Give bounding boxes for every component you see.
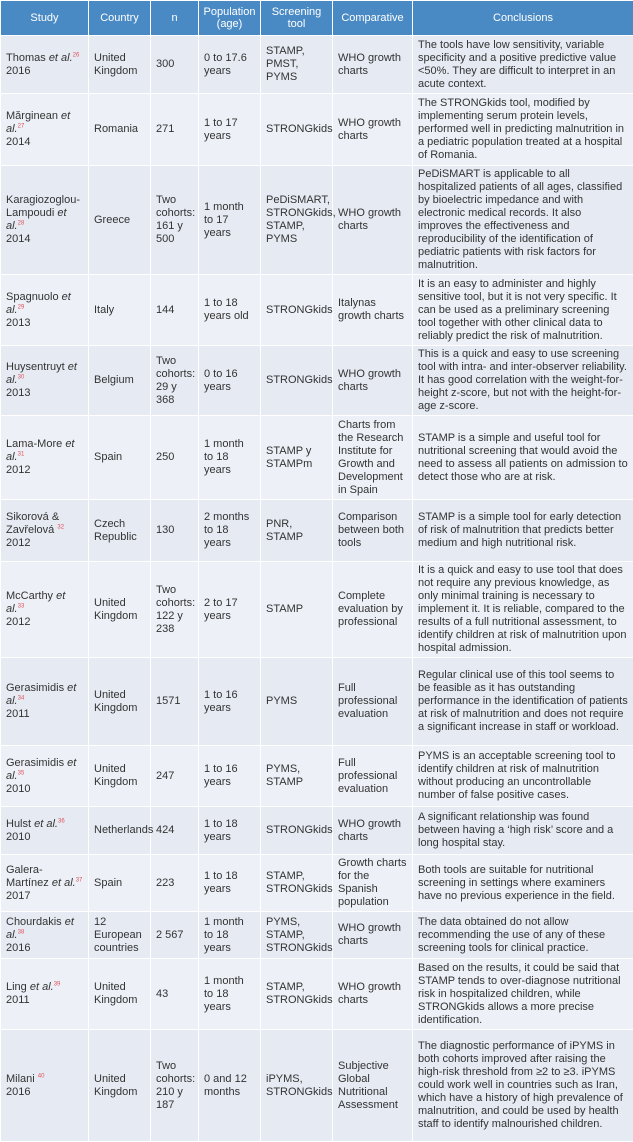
country-cell: Spain <box>89 855 151 912</box>
population-cell: 1 to 18 years <box>199 855 261 912</box>
comparative-cell: WHO growth charts <box>333 346 413 416</box>
country-cell: United Kingdom <box>89 746 151 807</box>
table-row <box>1 416 633 500</box>
n-cell: 300 <box>151 36 199 94</box>
country-cell: United Kingdom <box>89 658 151 746</box>
study-etal: et al. <box>6 682 76 707</box>
study-year: 2013 <box>6 387 30 399</box>
population-cell: 1 month to 18 years <box>199 912 261 959</box>
study-etal: et al. <box>49 52 73 64</box>
comparative-cell: WHO growth charts <box>333 166 413 275</box>
conclusions-cell: Both tools are suitable for nutritional screening in settings where examiners have no previous experience in the field. <box>413 855 633 912</box>
conclusions-cell: The tools have low sensitivity, variable specificity and a positive predictive value <50%. They are difficult to interpret in an acute context. <box>413 36 633 94</box>
study-cell <box>1 912 89 959</box>
conclusions-cell: The data obtained do not allow recommending the use of any of these screening tools for clinical practice. <box>413 912 633 959</box>
study-cell <box>1 746 89 807</box>
conclusions-cell: STAMP is a simple and useful tool for nutritional screening that would avoid the need to assess all patients on admission to detect those who are at risk. <box>413 416 633 500</box>
study-author: Karagiozoglou-Lampoudi <box>6 194 80 219</box>
conclusions-cell: Regular clinical use of this tool seems to be feasible as it has outstanding performance in the identification of patients at risk of malnutrition and does not require a significant increase in staff or workload. <box>413 658 633 746</box>
n-cell: Two cohorts: 210 y 187 <box>151 1030 199 1142</box>
study-author: Mărginean <box>6 110 58 122</box>
reference-number: 30 <box>18 374 25 380</box>
screening-tool-cell: STRONGkids <box>261 275 333 346</box>
n-cell: 130 <box>151 500 199 562</box>
conclusions-cell: PYMS is an acceptable screening tool to identify children at risk of malnutrition without producing an uncontrollable number of false positive cases. <box>413 746 633 807</box>
reference-number: 26 <box>73 52 80 58</box>
country-cell: Belgium <box>89 346 151 416</box>
population-cell: 2 months to 18 years <box>199 500 261 562</box>
conclusions-cell: It is a quick and easy to use tool that does not require any previous knowledge, as only minimal training is necessary to implement it. It is reliable, compared to the results of a full nutritional assessment, to identify children at risk of malnutrition upon hospital admission. <box>413 562 633 658</box>
study-author: Gerasimidis <box>6 682 64 694</box>
reference-number: 39 <box>54 981 61 987</box>
study-year: 2010 <box>6 783 30 795</box>
reference-number: 28 <box>18 220 25 226</box>
n-cell: Two cohorts: 29 y 368 <box>151 346 199 416</box>
header-country: Country <box>89 1 151 36</box>
table-row <box>1 912 633 959</box>
population-cell: 1 month to 18 years <box>199 959 261 1030</box>
study-author: Lama-More <box>6 438 62 450</box>
n-cell: Two cohorts: 122 y 238 <box>151 562 199 658</box>
table-row <box>1 807 633 855</box>
study-author: Chourdakis <box>6 916 62 928</box>
study-year: 2014 <box>6 136 30 148</box>
reference-number: 40 <box>38 1073 45 1079</box>
comparative-cell: WHO growth charts <box>333 912 413 959</box>
study-author: Spagnuolo <box>6 291 59 303</box>
screening-tool-cell: PNR, STAMP <box>261 500 333 562</box>
study-author: Huysentruyt <box>6 361 65 373</box>
country-cell: Italy <box>89 275 151 346</box>
conclusions-cell: Based on the results, it could be said that STAMP tends to over-diagnose nutritional risk in hospitalized children, while STRONGkids allows a more precise identification. <box>413 959 633 1030</box>
screening-tool-cell: STAMP, STRONGkids <box>261 855 333 912</box>
study-author: Gerasimidis <box>6 757 64 769</box>
study-cell <box>1 658 89 746</box>
study-cell <box>1 275 89 346</box>
reference-number: 38 <box>18 929 25 935</box>
study-author: Sikorová & Zavřelová <box>6 511 59 536</box>
population-cell: 0 to 16 years <box>199 346 261 416</box>
study-year: 2011 <box>6 708 30 720</box>
comparative-cell: Italynas growth charts <box>333 275 413 346</box>
conclusions-cell: The diagnostic performance of iPYMS in both cohorts improved after raising the high-risk threshold from ≥2 to ≥3. iPYMS could work well in countries such as Iran, which have a history of high prevalence of malnutrition, and could be used by health staff to identify malnourished children. <box>413 1030 633 1142</box>
comparative-cell: Full professional evaluation <box>333 658 413 746</box>
study-etal: et al. <box>6 361 77 386</box>
n-cell: 250 <box>151 416 199 500</box>
study-year: 2017 <box>6 890 30 902</box>
conclusions-cell: This is a quick and easy to use screening tool with intra- and inter-observer reliability. It has good correlation with the weight-for-height z-score, but not with the height-for-age z-score. <box>413 346 633 416</box>
reference-number: 32 <box>57 524 64 530</box>
population-cell: 0 to 17.6 years <box>199 36 261 94</box>
n-cell: 43 <box>151 959 199 1030</box>
table-row <box>1 275 633 346</box>
population-cell: 1 month to 17 years <box>199 166 261 275</box>
header-conclusions: Conclusions <box>413 1 633 36</box>
screening-tool-cell: PYMS, STAMP, STRONGkids <box>261 912 333 959</box>
study-cell <box>1 959 89 1030</box>
comparative-cell: WHO growth charts <box>333 807 413 855</box>
study-cell <box>1 346 89 416</box>
n-cell: 2 567 <box>151 912 199 959</box>
study-cell <box>1 36 89 94</box>
study-cell <box>1 416 89 500</box>
reference-number: 36 <box>58 818 65 824</box>
n-cell: 424 <box>151 807 199 855</box>
country-cell: United Kingdom <box>89 36 151 94</box>
country-cell: United Kingdom <box>89 1030 151 1142</box>
comparative-cell: WHO growth charts <box>333 959 413 1030</box>
n-cell: 247 <box>151 746 199 807</box>
study-cell <box>1 1030 89 1142</box>
table-row <box>1 746 633 807</box>
screening-tool-cell: STAMP, PMST, PYMS <box>261 36 333 94</box>
comparative-cell: Subjective Global Nutritional Assessment <box>333 1030 413 1142</box>
study-cell <box>1 94 89 166</box>
comparative-cell: Comparison between both tools <box>333 500 413 562</box>
screening-tool-cell: PYMS, STAMP <box>261 746 333 807</box>
study-etal: et al. <box>52 877 76 889</box>
screening-tool-cell: PYMS <box>261 658 333 746</box>
country-cell: United Kingdom <box>89 562 151 658</box>
screening-tool-cell: STRONGkids <box>261 94 333 166</box>
n-cell: Two cohorts: 161 y 500 <box>151 166 199 275</box>
study-year: 2013 <box>6 317 30 329</box>
n-cell: 271 <box>151 94 199 166</box>
population-cell: 1 to 16 years <box>199 658 261 746</box>
country-cell: Netherlands <box>89 807 151 855</box>
population-cell: 1 to 16 years <box>199 746 261 807</box>
country-cell: Spain <box>89 416 151 500</box>
header-study: Study <box>1 1 89 36</box>
country-cell: United Kingdom <box>89 959 151 1030</box>
table-row <box>1 855 633 912</box>
study-author: Thomas <box>6 52 46 64</box>
study-cell <box>1 562 89 658</box>
reference-number: 34 <box>18 695 25 701</box>
study-year: 2010 <box>6 831 30 843</box>
study-author: Milani <box>6 1073 35 1085</box>
table-row <box>1 562 633 658</box>
study-cell <box>1 166 89 275</box>
study-etal: et al. <box>34 818 58 830</box>
study-year: 2012 <box>6 616 30 628</box>
table-row <box>1 36 633 94</box>
comparative-cell: Growth charts for the Spanish population <box>333 855 413 912</box>
comparative-cell: Full professional evaluation <box>333 746 413 807</box>
study-etal: et al. <box>6 207 67 232</box>
comparative-cell: WHO growth charts <box>333 94 413 166</box>
header-population: Population (age) <box>199 1 261 36</box>
study-etal: et al. <box>30 981 54 993</box>
study-year: 2012 <box>6 464 30 476</box>
study-author: Hulst <box>6 818 31 830</box>
header-n: n <box>151 1 199 36</box>
study-cell <box>1 500 89 562</box>
conclusions-cell: The STRONGkids tool, modified by implementing serum protein levels, performed well in predicting malnutrition in a pediatric population treated at a hospital of Romania. <box>413 94 633 166</box>
study-author: Ling <box>6 981 27 993</box>
table-row <box>1 959 633 1030</box>
table-row <box>1 166 633 275</box>
reference-number: 31 <box>18 451 25 457</box>
conclusions-cell: A significant relationship was found between having a ‘high risk’ score and a long hospital stay. <box>413 807 633 855</box>
reference-number: 27 <box>18 123 25 129</box>
study-etal: et al. <box>6 291 71 316</box>
population-cell: 1 to 17 years <box>199 94 261 166</box>
study-author: McCarthy <box>6 590 53 602</box>
reference-number: 37 <box>76 877 83 883</box>
screening-tool-cell: STRONGkids <box>261 346 333 416</box>
n-cell: 223 <box>151 855 199 912</box>
screening-tool-cell: STAMP, STRONGkids <box>261 959 333 1030</box>
screening-tool-cell: iPYMS, STRONGkids <box>261 1030 333 1142</box>
comparative-cell: WHO growth charts <box>333 36 413 94</box>
study-year: 2014 <box>6 233 30 245</box>
study-year: 2016 <box>6 1086 30 1098</box>
screening-tool-cell: STAMP <box>261 562 333 658</box>
reference-number: 33 <box>18 603 25 609</box>
study-year: 2016 <box>6 942 30 954</box>
table-row <box>1 1030 633 1142</box>
study-etal: et al. <box>6 438 75 463</box>
screening-tool-cell: STRONGkids <box>261 807 333 855</box>
table-row <box>1 346 633 416</box>
study-etal: et al. <box>6 110 70 135</box>
study-cell <box>1 807 89 855</box>
table-row <box>1 658 633 746</box>
table-row <box>1 94 633 166</box>
population-cell: 0 and 12 months <box>199 1030 261 1142</box>
study-cell <box>1 855 89 912</box>
comparative-cell: Complete evaluation by professional <box>333 562 413 658</box>
conclusions-cell: PeDiSMART is applicable to all hospitalized patients of all ages, classified by bioelectric impedance and with electronic medical records. It also improves the effectiveness and reproducibility of the identification of pediatric patients with risk factors for malnutrition. <box>413 166 633 275</box>
comparative-cell: Charts from the Research Institute for Growth and Development in Spain <box>333 416 413 500</box>
reference-number: 35 <box>18 770 25 776</box>
header-row <box>1 1 633 36</box>
population-cell: 1 to 18 years <box>199 807 261 855</box>
study-year: 2012 <box>6 537 30 549</box>
reference-number: 29 <box>18 304 25 310</box>
population-cell: 1 to 18 years old <box>199 275 261 346</box>
country-cell: Czech Republic <box>89 500 151 562</box>
population-cell: 2 to 17 years <box>199 562 261 658</box>
country-cell: Greece <box>89 166 151 275</box>
n-cell: 144 <box>151 275 199 346</box>
screening-tool-cell: PeDiSMART, STRONGkids, STAMP, PYMS <box>261 166 333 275</box>
conclusions-cell: It is an easy to administer and highly sensitive tool, but it is not very specific. It can be used as a preliminary screening tool together with other clinical data to reliably predict the risk of malnutrition. <box>413 275 633 346</box>
population-cell: 1 month to 18 years <box>199 416 261 500</box>
country-cell: Romania <box>89 94 151 166</box>
study-year: 2016 <box>6 65 30 77</box>
study-etal: et al. <box>6 757 76 782</box>
study-author: Galera-Martínez <box>6 864 49 889</box>
n-cell: 1571 <box>151 658 199 746</box>
study-etal: et al. <box>6 590 65 615</box>
header-comparative: Comparative <box>333 1 413 36</box>
country-cell: 12 European countries <box>89 912 151 959</box>
study-year: 2011 <box>6 994 30 1006</box>
screening-tool-cell: STAMP y STAMPm <box>261 416 333 500</box>
conclusions-cell: STAMP is a simple tool for early detection of risk of malnutrition that predicts better medium and high nutritional risk. <box>413 500 633 562</box>
header-screening-tool: Screening tool <box>261 1 333 36</box>
study-etal: et al. <box>6 916 74 941</box>
table-row <box>1 500 633 562</box>
